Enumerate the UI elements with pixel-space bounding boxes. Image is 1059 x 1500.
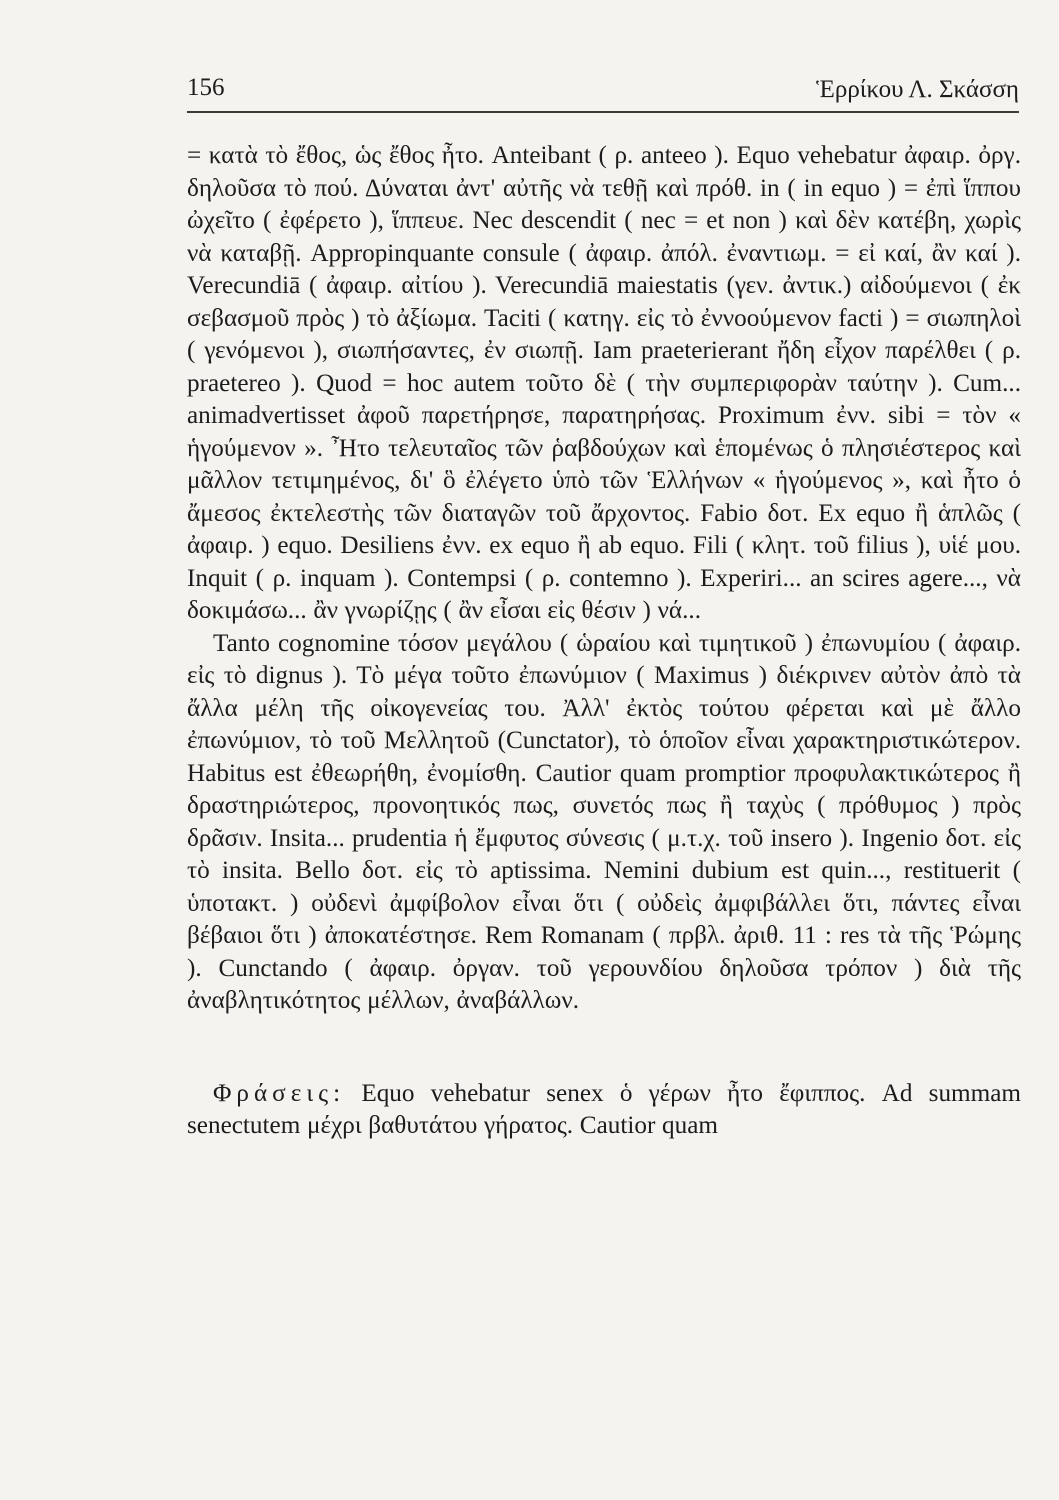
page-number: 156 <box>187 74 225 101</box>
running-head: Ἑρρίκου Λ. Σκάσση <box>816 76 1019 103</box>
header-rule <box>187 111 1019 113</box>
body-text <box>187 140 1021 1143</box>
page-header <box>187 66 1019 106</box>
paragraph-commentary-1: = κατὰ τὸ ἔθος, ὡς ἔθος ἦτο. Anteibant ( ρ. anteeo ). Equo vehebatur ἀφαιρ. ὀργ. δηλοῦσα τὸ πού. Δύναται ἀντ' αὐτῆς νὰ τεθῇ καὶ πρόθ. in ( in equo ) = ἐπὶ ἵππου ὠχεῖτο ( ἐφέρετο ), ἵππευε. Nec descendit ( nec = et non ) καὶ δὲν κατέβη, χωρὶς νὰ καταβῇ. Appropinquante consule ( ἀφαιρ. ἀπόλ. ἐναντιωμ. = εἰ καί, ἂν καί ). Verecundiā ( ἀφαιρ. αἰτίου ). Verecundiā maiestatis (γεν. ἀντικ.) αἰδούμενοι ( ἐκ σεβασμοῦ πρὸς ) τὸ ἀξίωμα. Taciti ( κατηγ. εἰς τὸ ἐννοούμενον facti ) = σιωπηλοὶ ( γενόμενοι ), σιωπήσαντες, ἐν σιωπῇ. Iam praeterierant ἤδη εἶχον παρέλθει ( ρ. praetereo ). Quod = hoc autem τοῦτο δὲ ( τὴν συμπεριφορὰν ταύτην ). Cum... animadvertisset ἀφοῦ παρετήρησε, παρατηρήσας. Proximum ἐνν. sibi = τὸν « ἡγούμενον ». Ἦτο τελευταῖος τῶν ῥαβδούχων καὶ ἑπομένως ὁ πλησιέστερος καὶ μᾶλλον τετιμημένος, δι' ὃ ἐλέγετο ὑπὸ τῶν Ἑλλήνων « ἡγούμενος », καὶ ἦτο ὁ ἄμεσος ἐκτελεστὴς τῶν διαταγῶν τοῦ ἄρχοντος. Fabio δοτ. Ex equo ἢ ἁπλῶς ( ἀφαιρ. ) equo. Desiliens ἐνν. ex equo ἢ ab equo. Fili ( κλητ. τοῦ filius ), υἱέ μου. Inquit ( ρ. inquam ). Contempsi ( ρ. contemno ). Experiri... an scires agere..., νὰ δοκιμάσω... ἂν γνωρίζῃς ( ἂν εἶσαι εἰς θέσιν ) νά... <box>187 142 1021 624</box>
paragraph-gap <box>187 1018 1021 1078</box>
phrases-paragraph <box>187 1078 1021 1143</box>
phrases-label: Φράσεις: <box>213 1079 346 1107</box>
paragraph-commentary-2: Tanto cognomine τόσον μεγάλου ( ὡραίου καὶ τιμητικοῦ ) ἐπωνυμίου ( ἀφαιρ. εἰς τὸ dignus ). Τὸ μέγα τοῦτο ἐπωνύμιον ( Maximus ) διέκρινεν αὐτὸν ἀπὸ τὰ ἄλλα μέλη τῆς οἰκογενείας του. Ἀλλ' ἐκτὸς τούτου φέρεται καὶ μὲ ἄλλο ἐπωνύμιον, τὸ τοῦ Μελλητοῦ (Cunctator), τὸ ὁποῖον εἶναι χαρακτηριστικώτερον. Habitus est ἐθεωρήθη, ἐνομίσθη. Cautior quam promptior προφυλακτικώτερος ἢ δραστηριώτερος, προνοητικός πως, συνετός πως ἢ ταχὺς ( πρόθυμος ) πρὸς δρᾶσιν. Insita... prudentia ἡ ἔμφυτος σύνεσις ( μ.τ.χ. τοῦ insero ). Ingenio δοτ. εἰς τὸ insita. Bello δοτ. εἰς τὸ aptissima. Nemini dubium est quin..., restituerit ( ὑποτακτ. ) οὐδενὶ ἀμφίβολον εἶναι ὅτι ( οὐδεὶς ἀμφιβάλλει ὅτι, πάντες εἶναι βέβαιοι ὅτι ) ἀποκατέστησε. Rem Romanam ( πρβλ. ἀριθ. 11 : res τὰ τῆς Ῥώμης ). Cunctando ( ἀφαιρ. ὀργαν. τοῦ γερουνδίου δηλοῦσα τρόπον ) διὰ τῆς ἀναβλητικότητος μέλλων, ἀναβάλλων. <box>187 629 1021 1014</box>
phrases-text: Equo vehebatur senex ὁ γέρων ἦτο ἔφιππος. Ad summam senectutem μέχρι βαθυτάτου γήρατος. Cautior quam <box>187 1079 1021 1139</box>
